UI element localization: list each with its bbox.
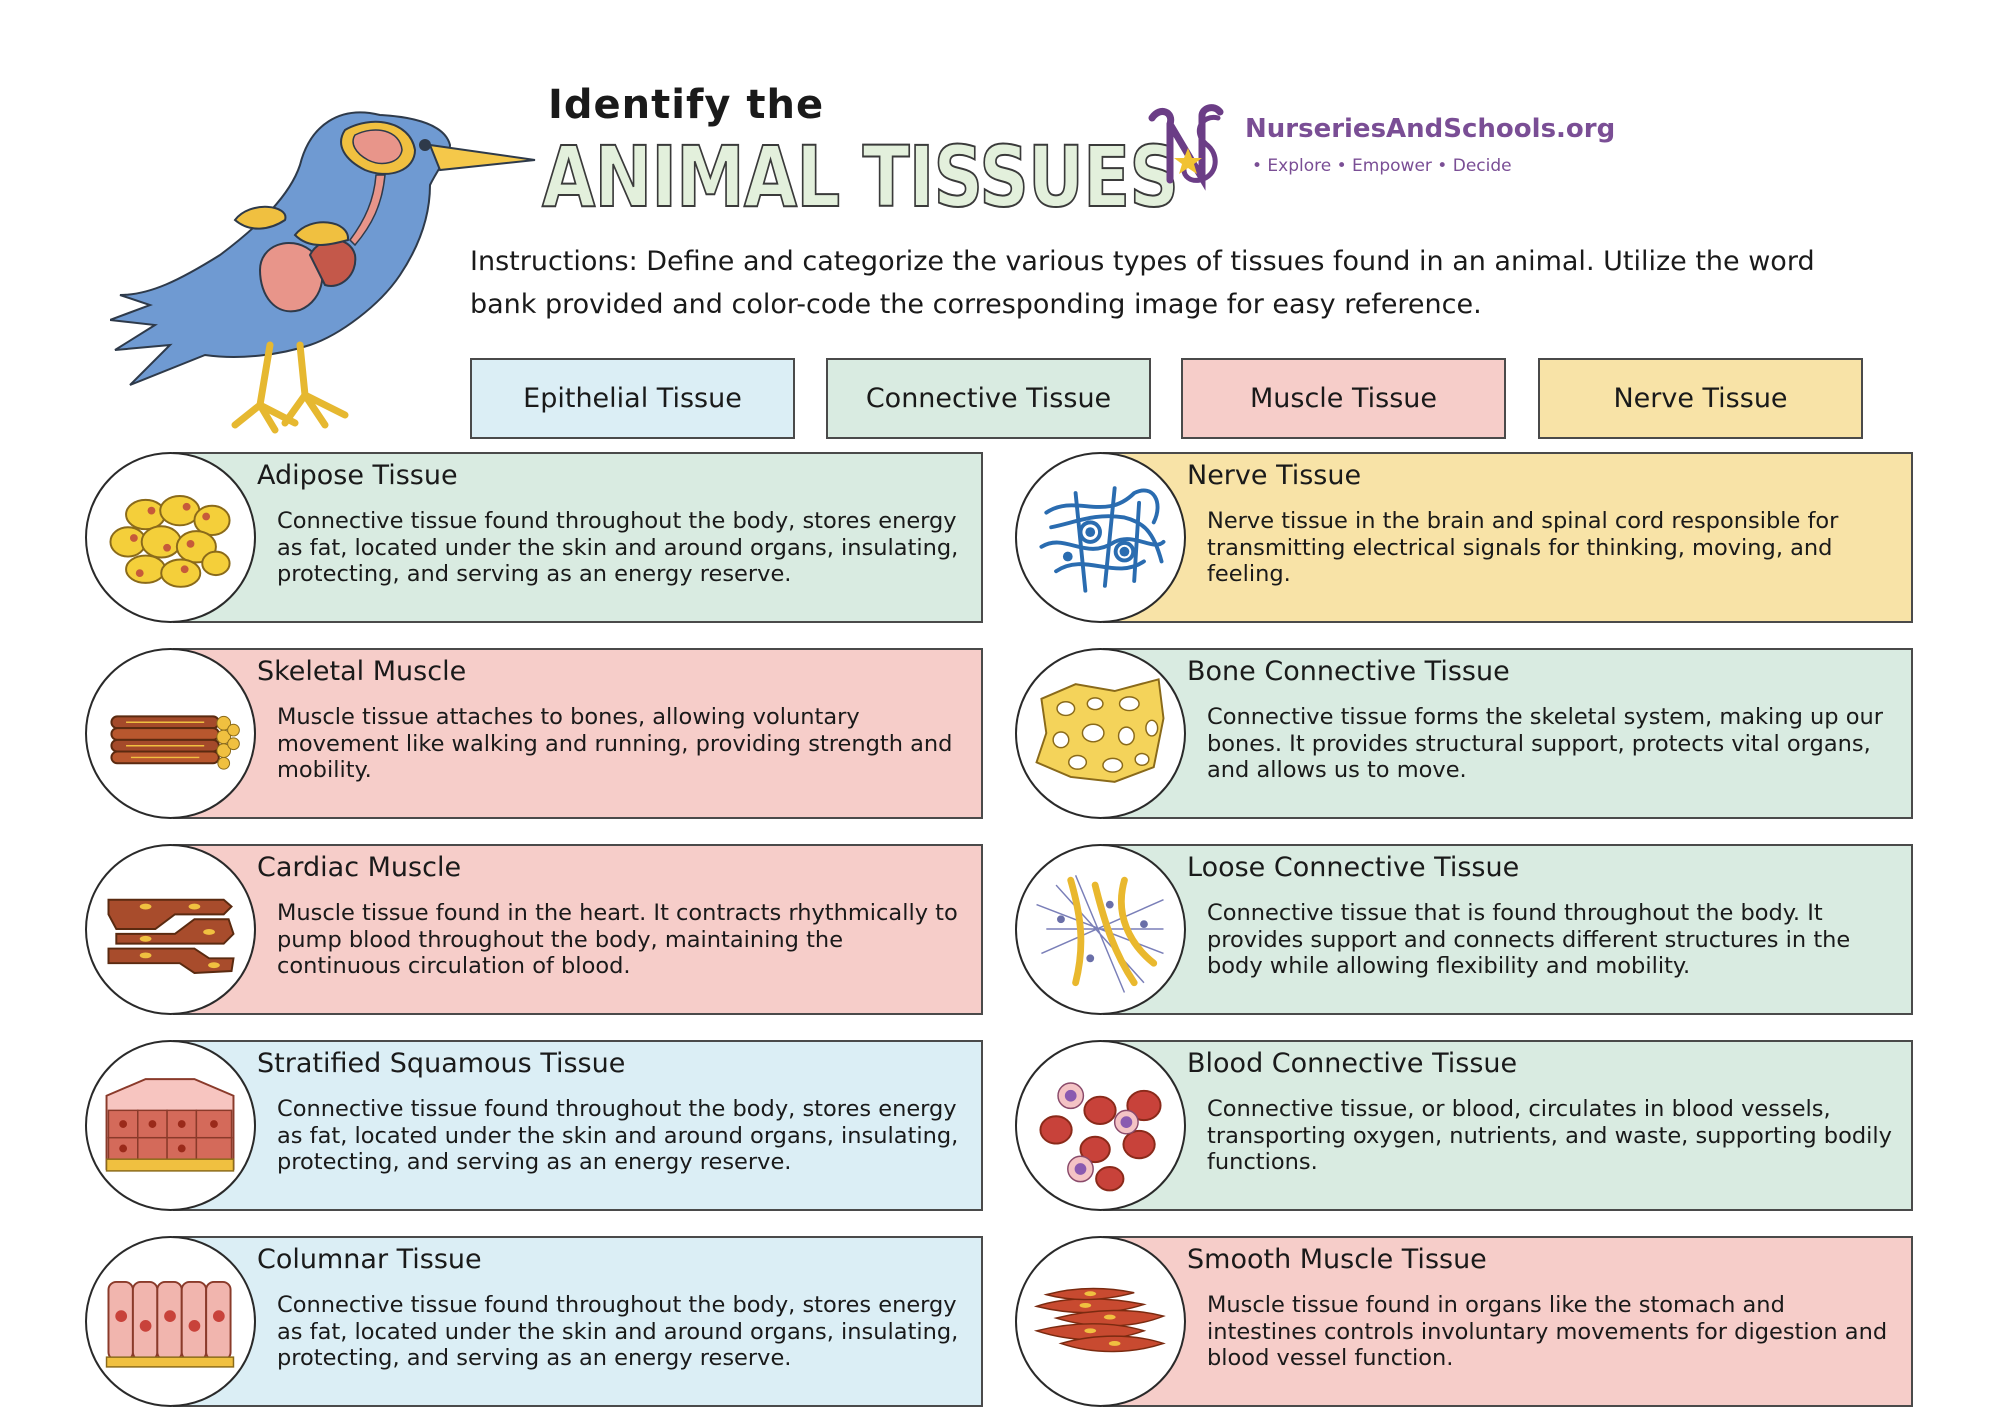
card-title: Smooth Muscle Tissue — [1187, 1244, 1487, 1275]
card-title: Cardiac Muscle — [257, 852, 462, 883]
word-bank-epithelial — [470, 358, 795, 439]
card-title: Skeletal Muscle — [257, 656, 467, 687]
card-description: Connective tissue forms the skeletal system, making up our bones. It provides structural support, protects vital organs, and allows us to move. — [1207, 704, 1883, 783]
card-description: Connective tissue found throughout the body, stores energy as fat, located under the skin and around organs, insulating, protecting, and serving as an energy reserve. — [277, 1096, 959, 1175]
title-line1: Identify the — [548, 82, 825, 128]
card-description: Nerve tissue in the brain and spinal cord responsible for transmitting electrical signals for thinking, moving, and feeling. — [1207, 508, 1839, 587]
card-cardiac-muscle — [85, 844, 983, 1015]
loose-connective-icon — [1015, 844, 1186, 1015]
card-description: Muscle tissue found in the heart. It contracts rhythmically to pump blood throughout the body, maintaining the continuous circulation of blood. — [277, 900, 958, 979]
card-adipose — [85, 452, 983, 623]
neuron-network-icon — [1015, 452, 1186, 623]
blood-cells-icon — [1015, 1040, 1186, 1211]
card-title: Stratified Squamous Tissue — [257, 1048, 626, 1079]
card-title: Nerve Tissue — [1187, 460, 1362, 491]
card-stratified-squamous — [85, 1040, 983, 1211]
logo[interactable] — [1140, 100, 1616, 200]
card-title: Columnar Tissue — [257, 1244, 482, 1275]
logo-text: NurseriesAndSchools.org — [1245, 114, 1616, 144]
card-columnar — [85, 1236, 983, 1407]
instructions: Instructions: Define and categorize the various types of tissues found in an animal. Utilize the word bank provided and color-code the corresponding image for easy reference. — [470, 246, 1815, 320]
card-description: Muscle tissue found in organs like the stomach and intestines controls involuntary movements for digestion and blood vessel function. — [1207, 1292, 1888, 1371]
smooth-muscle-icon — [1015, 1236, 1186, 1407]
card-smooth-muscle — [1015, 1236, 1913, 1407]
ns-star-logo-icon — [1140, 100, 1235, 195]
word-bank-label: Epithelial Tissue — [523, 383, 742, 414]
card-bone — [1015, 648, 1913, 819]
skeletal-muscle-icon — [85, 648, 256, 819]
word-bank-nerve — [1538, 358, 1863, 439]
columnar-tissue-icon — [85, 1236, 256, 1407]
card-title: Blood Connective Tissue — [1187, 1048, 1518, 1079]
card-description: Connective tissue that is found throughout the body. It provides support and connects different structures in the body while allowing flexibility and mobility. — [1207, 900, 1851, 979]
card-title: Loose Connective Tissue — [1187, 852, 1520, 883]
word-bank-muscle — [1181, 358, 1506, 439]
card-loose-connective — [1015, 844, 1913, 1015]
card-title: Adipose Tissue — [257, 460, 458, 491]
adipose-cells-icon — [85, 452, 256, 623]
card-blood — [1015, 1040, 1913, 1211]
card-title: Bone Connective Tissue — [1187, 656, 1510, 687]
stratified-squamous-icon — [85, 1040, 256, 1211]
word-bank-connective — [826, 358, 1151, 439]
bone-tissue-icon — [1015, 648, 1186, 819]
card-nerve — [1015, 452, 1913, 623]
card-description: Connective tissue found throughout the body, stores energy as fat, located under the skin and around organs, insulating, protecting, and serving as an energy reserve. — [277, 508, 959, 587]
card-description: Connective tissue found throughout the body, stores energy as fat, located under the skin and around organs, insulating, protecting, and serving as an energy reserve. — [277, 1292, 959, 1371]
word-bank-label: Nerve Tissue — [1613, 383, 1788, 414]
card-description: Connective tissue, or blood, circulates in blood vessels, transporting oxygen, nutrients, and waste, supporting bodily functions. — [1207, 1096, 1892, 1175]
card-description: Muscle tissue attaches to bones, allowing voluntary movement like walking and running, providing strength and mobility. — [277, 704, 953, 783]
word-bank-label: Muscle Tissue — [1249, 383, 1438, 414]
page-title: ANIMAL TISSUES — [542, 128, 1179, 226]
logo-tagline: • Explore • Empower • Decide — [1252, 156, 1512, 176]
word-bank-label: Connective Tissue — [865, 383, 1112, 414]
card-skeletal-muscle — [85, 648, 983, 819]
cardiac-muscle-icon — [85, 844, 256, 1015]
